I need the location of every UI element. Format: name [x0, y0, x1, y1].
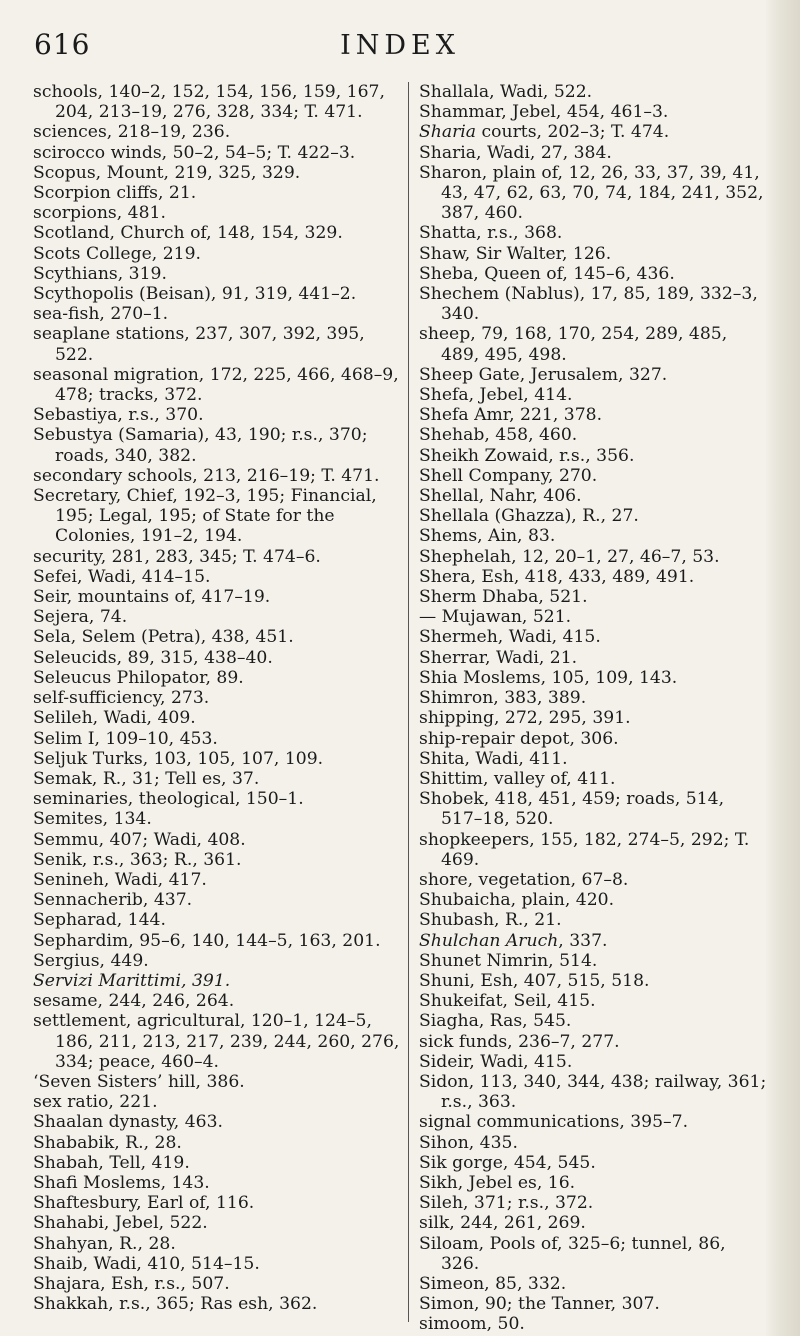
index-entry: Sharia courts, 202–3; T. 474. [419, 122, 670, 143]
index-entry: Selileh, Wadi, 409. [33, 708, 196, 729]
index-entry: Simeon, 85, 332. [419, 1273, 567, 1294]
index-entry: Shubash, R., 21. [419, 910, 562, 931]
index-entry: Sergius, 449. [33, 950, 149, 971]
index-entry: Shefa, Jebel, 414. [419, 385, 573, 406]
index-entry: sciences, 218–19, 236. [33, 122, 231, 143]
index-entry: Sheikh Zowaid, r.s., 356. [419, 445, 635, 466]
index-entry-italic-term: Sharia [419, 122, 477, 143]
index-entry: Senineh, Wadi, 417. [33, 869, 207, 890]
index-entry: Servizi Marittimi, 391. [33, 970, 231, 991]
index-entry: Shimron, 383, 389. [419, 688, 587, 709]
index-entry: Shaw, Sir Walter, 126. [419, 243, 612, 264]
index-entry: Shellal, Nahr, 406. [419, 486, 582, 507]
index-entry: Simon, 90; the Tanner, 307. [419, 1294, 660, 1315]
index-entry: Shefa Amr, 221, 378. [419, 405, 603, 426]
index-entry: Shakkah, r.s., 365; Ras esh, 362. [33, 1294, 318, 1315]
index-entry: Shell Company, 270. [419, 465, 598, 486]
index-entry: Shammar, Jebel, 454, 461–3. [419, 102, 669, 123]
index-entry: Seljuk Turks, 103, 105, 107, 109. [33, 748, 324, 769]
index-entry: secondary schools, 213, 216–19; T. 471. [33, 465, 380, 486]
index-entry: Sennacherib, 437. [33, 890, 193, 911]
index-entry: shopkeepers, 155, 182, 274–5, 292; T. 469. [419, 829, 750, 870]
index-entry: Shunet Nimrin, 514. [419, 950, 598, 971]
running-head: INDEX [340, 30, 460, 61]
index-entry: scorpions, 481. [33, 203, 166, 224]
index-entry: Sebustya (Samaria), 43, 190; r.s., 370; roads, 340, 382. [33, 425, 368, 466]
index-entry: Shaftesbury, Earl of, 116. [33, 1193, 255, 1214]
index-entry: Shallala, Wadi, 522. [419, 82, 593, 102]
index-entry: Sephardim, 95–6, 140, 144–5, 163, 201. [33, 930, 381, 951]
index-entry: self-sufficiency, 273. [33, 688, 210, 709]
index-entry: Sherrar, Wadi, 21. [419, 647, 578, 668]
index-entry: Shukeifat, Seil, 415. [419, 991, 596, 1012]
index-entry: Sidon, 113, 340, 344, 438; railway, 361; r.s., 363. [419, 1071, 767, 1113]
index-entry: — Mujawan, 521. [419, 607, 572, 628]
index-entry-italic-term: Shulchan Aruch [419, 930, 559, 951]
index-entry: Seleucids, 89, 315, 438–40. [33, 647, 273, 668]
index-entry: Sefei, Wadi, 414–15. [33, 566, 211, 587]
index-entry: Shahyan, R., 28. [33, 1233, 176, 1254]
index-entry: Sejera, 74. [33, 607, 128, 628]
index-entry: Semmu, 407; Wadi, 408. [33, 829, 246, 850]
index-entry: sesame, 244, 246, 264. [33, 991, 235, 1012]
index-column-right [419, 82, 769, 1335]
index-entry: Sharon, plain of, 12, 26, 33, 37, 39, 41, 43, 47, 62, 63, 70, 74, 184, 241, 352, 387, 460. [419, 162, 764, 224]
index-entry: Shellala (Ghazza), R., 27. [419, 506, 639, 527]
index-entry: Shita, Wadi, 411. [419, 748, 568, 769]
index-entry: Sharia, Wadi, 27, 384. [419, 142, 612, 163]
index-entry: Sik gorge, 454, 545. [419, 1152, 596, 1173]
column-divider [408, 82, 409, 1322]
page-edge-shadow [766, 0, 800, 1336]
index-entry: Scythopolis (Beisan), 91, 319, 441–2. [33, 284, 357, 305]
index-entry: Secretary, Chief, 192–3, 195; Financial, 195; Legal, 195; of State for the Colonies, 191–2, 194. [33, 486, 377, 547]
index-entry: scirocco winds, 50–2, 54–5; T. 422–3. [33, 142, 356, 163]
index-entry: Seir, mountains of, 417–19. [33, 587, 271, 608]
index-entry: Shafi Moslems, 143. [33, 1172, 210, 1193]
index-column-left [33, 82, 401, 1314]
index-entry: Shajara, Esh, r.s., 507. [33, 1273, 230, 1294]
index-entry: ‘Seven Sisters’ hill, 386. [33, 1071, 245, 1092]
index-entry: Shems, Ain, 83. [419, 526, 556, 547]
index-entry: security, 281, 283, 345; T. 474–6. [33, 546, 321, 567]
index-entry: Shermeh, Wadi, 415. [419, 627, 601, 648]
index-entry: seaplane stations, 237, 307, 392, 395, 522. [33, 324, 365, 365]
index-entry: Sebastiya, r.s., 370. [33, 405, 204, 426]
index-entry: Sihon, 435. [419, 1132, 518, 1153]
index-entry: simoom, 50. [419, 1314, 525, 1335]
index-entry: Siagha, Ras, 545. [419, 1011, 572, 1032]
page-number: 616 [34, 28, 91, 61]
index-entry: Sela, Selem (Petra), 438, 451. [33, 627, 294, 648]
index-entry: Shubaicha, plain, 420. [419, 890, 615, 911]
index-entry: Shephelah, 12, 20–1, 27, 46–7, 53. [419, 546, 720, 567]
index-entry: settlement, agricultural, 120–1, 124–5, 186, 211, 213, 217, 239, 244, 260, 276, 334; peace, 460–4. [33, 1011, 400, 1072]
index-entry: Scorpion cliffs, 21. [33, 183, 197, 204]
index-entry: Seleucus Philopator, 89. [33, 667, 244, 688]
index-entry: Sepharad, 144. [33, 910, 166, 931]
index-entry: Shaib, Wadi, 410, 514–15. [33, 1253, 260, 1274]
index-entry: Shia Moslems, 105, 109, 143. [419, 667, 678, 688]
index-entry: sex ratio, 221. [33, 1092, 158, 1113]
index-entry: Shulchan Aruch, 337. [419, 930, 608, 951]
index-entry: Shahabi, Jebel, 522. [33, 1213, 208, 1234]
index-entry: Selim I, 109–10, 453. [33, 728, 218, 749]
index-entry: Shatta, r.s., 368. [419, 223, 563, 244]
index-entry: sea-fish, 270–1. [33, 304, 169, 325]
index-entry: schools, 140–2, 152, 154, 156, 159, 167, 204, 213–19, 276, 328, 334; T. 471. [33, 82, 385, 123]
index-entry: Shobek, 418, 451, 459; roads, 514, 517–18, 520. [419, 789, 725, 830]
index-entry: Shaalan dynasty, 463. [33, 1112, 223, 1133]
index-entry: Shehab, 458, 460. [419, 425, 578, 446]
index-entry: Sheep Gate, Jerusalem, 327. [419, 364, 668, 385]
index-entry: Shababik, R., 28. [33, 1132, 182, 1153]
index-entry: Semak, R., 31; Tell es, 37. [33, 768, 260, 789]
index-entry: Shittim, valley of, 411. [419, 768, 616, 789]
index-entry: Semites, 134. [33, 809, 152, 830]
index-entry: Sikh, Jebel es, 16. [419, 1172, 576, 1193]
index-entry: Sherm Dhaba, 521. [419, 587, 588, 608]
index-entry: Scythians, 319. [33, 263, 167, 284]
index-entry: Senik, r.s., 363; R., 361. [33, 849, 242, 870]
index-entry: Sheba, Queen of, 145–6, 436. [419, 263, 675, 284]
index-entry: shipping, 272, 295, 391. [419, 708, 631, 729]
index-entry: Shuni, Esh, 407, 515, 518. [419, 970, 650, 991]
index-entry: Sideir, Wadi, 415. [419, 1051, 573, 1072]
index-entry: ship-repair depot, 306. [419, 728, 619, 749]
index-entry: Sileh, 371; r.s., 372. [419, 1193, 594, 1214]
index-entry: sheep, 79, 168, 170, 254, 289, 485, 489, 495, 498. [419, 324, 728, 365]
index-entry: Shabah, Tell, 419. [33, 1152, 190, 1173]
index-entry: Siloam, Pools of, 325–6; tunnel, 86, 326. [419, 1233, 726, 1274]
index-entry: signal communications, 395–7. [419, 1112, 689, 1133]
index-entry: seminaries, theological, 150–1. [33, 789, 304, 810]
index-entry: seasonal migration, 172, 225, 466, 468–9, 478; tracks, 372. [33, 364, 399, 406]
index-entry: shore, vegetation, 67–8. [419, 869, 629, 890]
index-entry: sick funds, 236–7, 277. [419, 1031, 620, 1052]
index-entry: Scotland, Church of, 148, 154, 329. [33, 223, 343, 244]
index-entry: Scots College, 219. [33, 243, 201, 264]
index-entry: Shera, Esh, 418, 433, 489, 491. [419, 566, 695, 587]
index-entry: silk, 244, 261, 269. [419, 1213, 586, 1234]
index-entry: Shechem (Nablus), 17, 85, 189, 332–3, 340. [419, 284, 758, 325]
index-entry: Scopus, Mount, 219, 325, 329. [33, 162, 301, 183]
